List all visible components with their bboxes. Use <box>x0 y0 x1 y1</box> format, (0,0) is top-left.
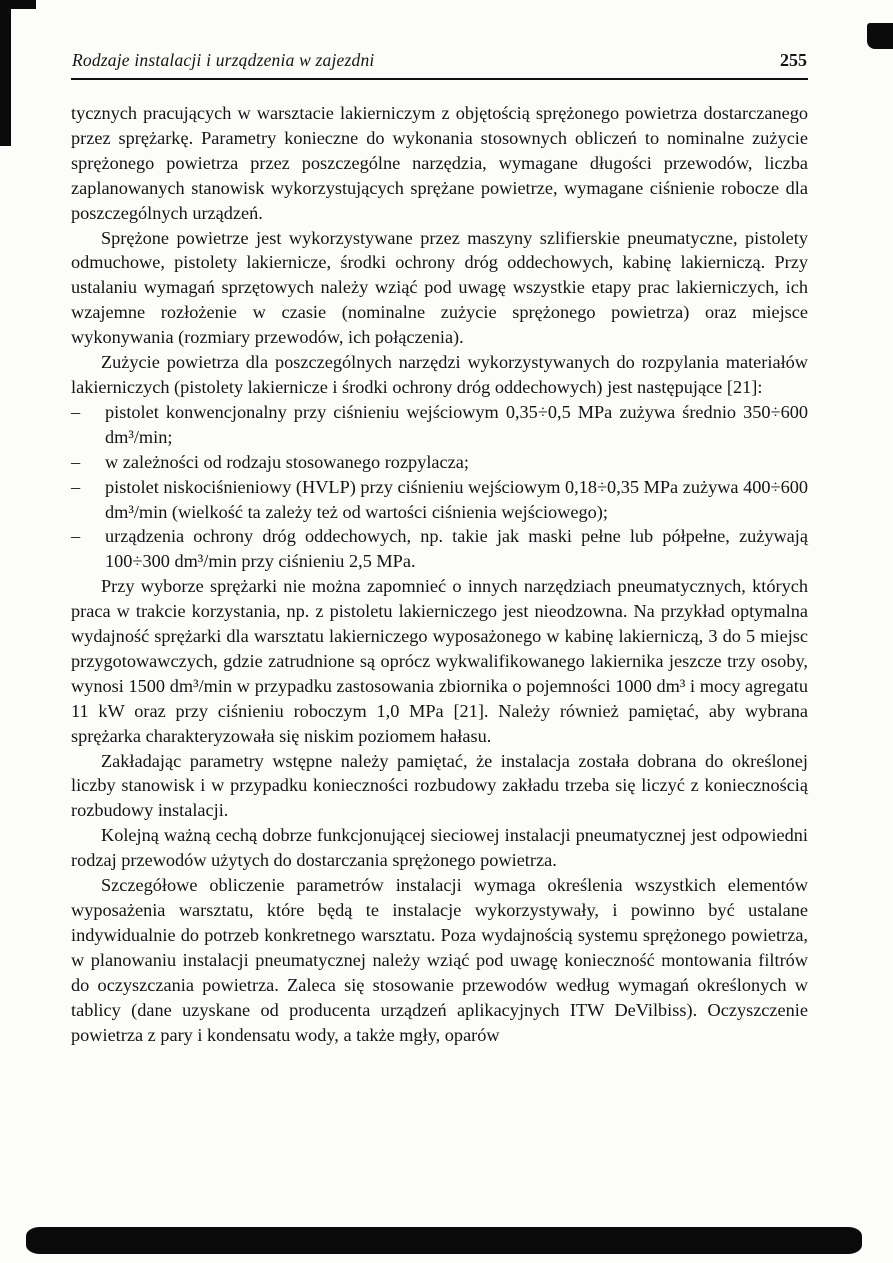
header-rule <box>71 78 808 80</box>
scan-artifact-top-right <box>867 23 893 49</box>
list-item <box>71 450 808 475</box>
running-header-title: Rodzaje instalacji i urządzenia w zajezdni <box>72 50 375 70</box>
dash-marker: – <box>71 476 81 497</box>
scan-artifact-left-edge <box>0 0 11 146</box>
page-number: 255 <box>780 50 807 70</box>
page-header <box>71 50 808 71</box>
list-item-text: pistolet konwencjonalny przy ciśnieniu wejściowym 0,35÷0,5 MPa zużywa średnio 350÷600 dm³/min; <box>105 401 808 447</box>
list-item <box>71 475 808 525</box>
dash-marker: – <box>71 451 81 472</box>
paragraph: tycznych pracujących w warsztacie lakierniczym z objętością sprężonego powietrza dostarczanego przez sprężarkę. Parametry konieczne do wykonania stosownych obliczeń to nominalne zużycie sprężonego powietrza przez poszczególne narzędzia, wymagane długości przewodów, liczba zaplanowanych stanowisk wykorzystujących sprężane powietrze, wymagane ciśnienie robocze dla poszczególnych urządzeń. <box>71 103 808 223</box>
paragraph: Sprężone powietrze jest wykorzystywane przez maszyny szlifierskie pneumatyczne, pistolety odmuchowe, pistolety lakiernicze, środki ochrony dróg oddechowych, kabinę lakierniczą. Przy ustalaniu wymagań sprzętowych należy wziąć pod uwagę wszystkie etapy prac lakierniczych, ich wzajemne rozłożenie w czasie (nominalne zużycie sprężonego powietrza) oraz miejsce wykonywania (rozmiary przewodów, ich połączenia). <box>71 227 808 348</box>
page-content <box>71 50 808 1047</box>
paragraph: Zużycie powietrza dla poszczególnych narzędzi wykorzystywanych do rozpylania materiałów lakierniczych (pistolety lakiernicze i środki ochrony dróg oddechowych) jest następujące [21]: <box>71 352 808 397</box>
scan-artifact-bottom-bar <box>26 1227 862 1254</box>
paragraph: Szczegółowe obliczenie parametrów instalacji wymaga określenia wszystkich elementów wyposażenia warsztatu, które będą te instalacje wykorzystywały, i powinno być ustalane indywidualnie do potrzeb konkretnego warsztatu. Poza wydajnością systemu sprężonego powietrza, w planowaniu instalacji pneumatycznej należy wziąć pod uwagę konieczność montowania filtrów do oczyszczania powietrza. Zaleca się stosowanie przewodów według wymagań określonych w tablicy (dane uzyskane od producenta urządzeń aplikacyjnych ITW DeVilbiss). Oczyszczenie powietrza z pary i kondensatu wody, a także mgły, oparów <box>71 875 808 1045</box>
list-item-text: w zależności od rodzaju stosowanego rozpylacza; <box>105 451 469 472</box>
scan-artifact-top-left <box>0 0 36 9</box>
paragraph: Przy wyborze sprężarki nie można zapomnieć o innych narzędziach pneumatycznych, których praca w trakcie korzystania, np. z pistoletu lakierniczego jest nieodzowna. Na przykład optymalna wydajność sprężarki dla warsztatu lakierniczego wyposażonego w kabinę lakierniczą, 3 do 5 miejsc przygotowawczych, gdzie zatrudnione są oprócz wykwalifikowanego lakiernika jeszcze trzy osoby, wynosi 1500 dm³/min w przypadku zastosowania zbiornika o pojemności 1000 dm³ i mocy agregatu 11 kW oraz przy ciśnieniu roboczym 1,0 MPa [21]. Należy również pamiętać, aby wybrana sprężarka charakteryzowała się niskim poziomem hałasu. <box>71 576 808 746</box>
paragraph: Zakładając parametry wstępne należy pamiętać, że instalacja została dobrana do określonej liczby stanowisk i w przypadku konieczności rozbudowy zakładu trzeba się liczyć z koniecznością rozbudowy instalacji. <box>71 750 808 821</box>
list-item-text: pistolet niskociśnieniowy (HVLP) przy ciśnieniu wejściowym 0,18÷0,35 MPa zużywa 400÷600 dm³/min (wielkość ta zależy też od wartości ciśnienia wejściowego); <box>105 476 808 522</box>
list-item-text: urządzenia ochrony dróg oddechowych, np. takie jak maski pełne lub półpełne, zużywają 100÷300 dm³/min przy ciśnieniu 2,5 MPa. <box>105 526 808 572</box>
list-item <box>71 400 808 450</box>
dash-marker: – <box>71 526 81 547</box>
paragraph: Kolejną ważną cechą dobrze funkcjonującej sieciowej instalacji pneumatycznej jest odpowiedni rodzaj przewodów użytych do dostarczania sprężonego powietrza. <box>71 825 808 871</box>
body-text <box>71 101 808 1047</box>
dash-marker: – <box>71 401 81 422</box>
list-item <box>71 524 808 574</box>
